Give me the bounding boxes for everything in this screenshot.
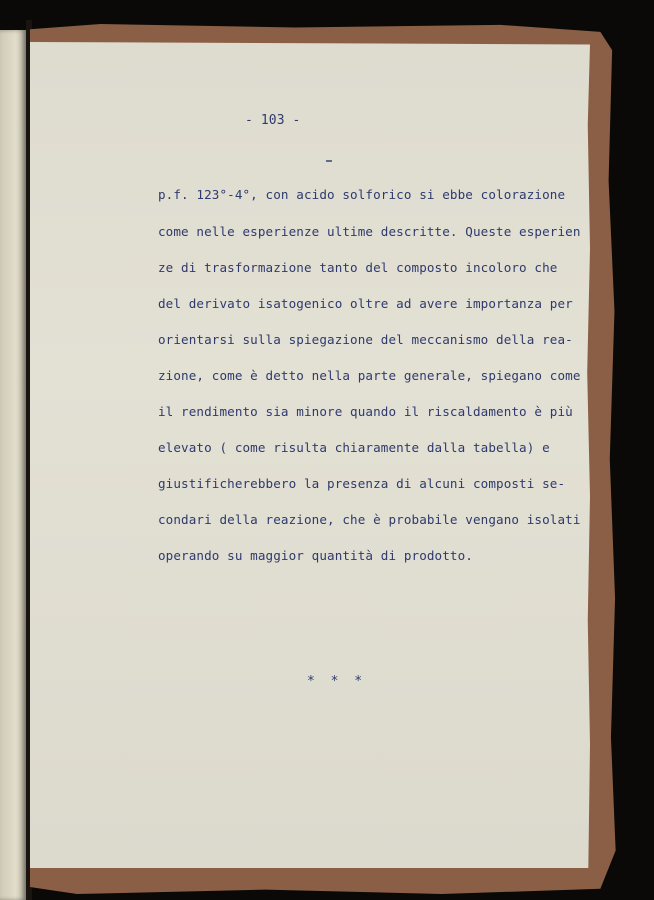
body-line-10: condari della reazione, che è probabile vengano isolati: [158, 512, 581, 527]
typed-sheet: [30, 42, 590, 868]
body-line-7: il rendimento sia minore quando il riscaldamento è più: [158, 404, 573, 419]
body-line-3: ze di trasformazione tanto del composto incoloro che: [158, 260, 558, 275]
body-line-9: giustificherebbero la presenza di alcuni composti se-: [158, 476, 566, 491]
closing-asterisks: * * *: [307, 674, 367, 689]
body-line-8: elevato ( come risulta chiaramente dalla tabella) e: [158, 440, 550, 455]
body-line-4: del derivato isatogenico oltre ad avere importanza per: [158, 296, 573, 311]
body-line-2: come nelle esperienze ultime descritte. Queste esperien: [158, 224, 581, 239]
body-line-1: p.f. 123°-4°, con acido solforico si ebbe colorazione: [158, 187, 566, 202]
page-number: - 103 -: [245, 113, 301, 128]
stray-mark: [326, 160, 332, 162]
body-line-6: zione, come è detto nella parte generale, spiegano come: [158, 368, 581, 383]
adjacent-page-edge: [0, 30, 26, 900]
body-line-5: orientarsi sulla spiegazione del meccanismo della rea-: [158, 332, 573, 347]
body-line-11: operando su maggior quantità di prodotto.: [158, 548, 473, 563]
